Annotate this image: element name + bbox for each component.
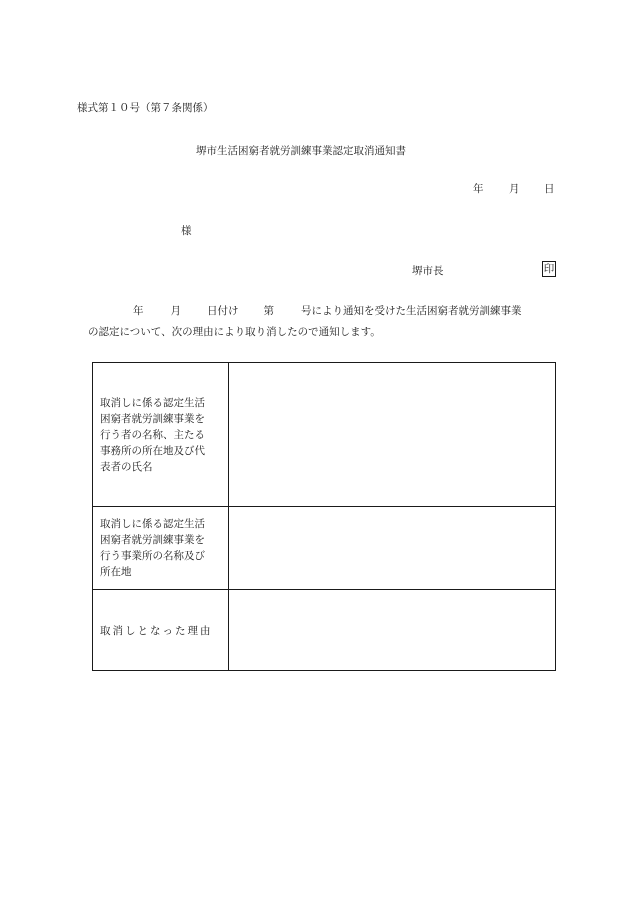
document-title: 堺市生活困窮者就労訓練事業認定取消通知書 bbox=[196, 145, 406, 157]
label-line: 取消しに係る認定生活 bbox=[100, 518, 205, 530]
operator-value-field[interactable] bbox=[229, 363, 555, 506]
issuer-name: 堺市長 bbox=[412, 265, 444, 277]
row-label-operator bbox=[93, 363, 229, 506]
label-line: 事務所の所在地及び代 bbox=[100, 444, 205, 457]
label-line: 行う事業所の名称及び bbox=[100, 550, 205, 562]
addressee-honorific: 様 bbox=[181, 225, 192, 237]
form-number: 様式第１０号（第７条関係） bbox=[77, 102, 214, 114]
office-value-field[interactable] bbox=[229, 507, 555, 589]
reason-value-field[interactable] bbox=[229, 590, 555, 671]
label-line: 困窮者就労訓練事業を bbox=[100, 534, 205, 546]
body-line1-rest: 号により通知を受けた生活困窮者就労訓練事業 bbox=[301, 305, 522, 317]
date-month-label: 月 bbox=[509, 183, 520, 195]
row-label-office bbox=[93, 507, 229, 589]
body-dai-label: 第 bbox=[263, 305, 274, 317]
revocation-details-table bbox=[92, 362, 556, 671]
label-line: 行う者の名称、主たる bbox=[100, 428, 205, 441]
label-line: 困窮者就労訓練事業を bbox=[100, 412, 205, 425]
body-dated-label: 日付け bbox=[207, 305, 239, 317]
label-line: 所在地 bbox=[100, 566, 132, 578]
table-row bbox=[93, 363, 555, 506]
label-line: 取消しとなった理由 bbox=[100, 624, 213, 637]
date-year-label: 年 bbox=[473, 183, 484, 195]
body-year-label: 年 bbox=[133, 305, 144, 317]
seal-mark: 印 bbox=[543, 263, 555, 275]
table-row bbox=[93, 589, 555, 671]
label-line: 表者の氏名 bbox=[100, 460, 153, 473]
label-line: 取消しに係る認定生活 bbox=[100, 396, 205, 409]
body-text-line-2: の認定について、次の理由により取り消したので通知します。 bbox=[88, 326, 381, 338]
table-row bbox=[93, 506, 555, 589]
body-month-label: 月 bbox=[170, 305, 181, 317]
date-day-label: 日 bbox=[544, 183, 555, 195]
row-label-reason bbox=[93, 590, 229, 671]
body-text-line-1 bbox=[133, 303, 522, 318]
